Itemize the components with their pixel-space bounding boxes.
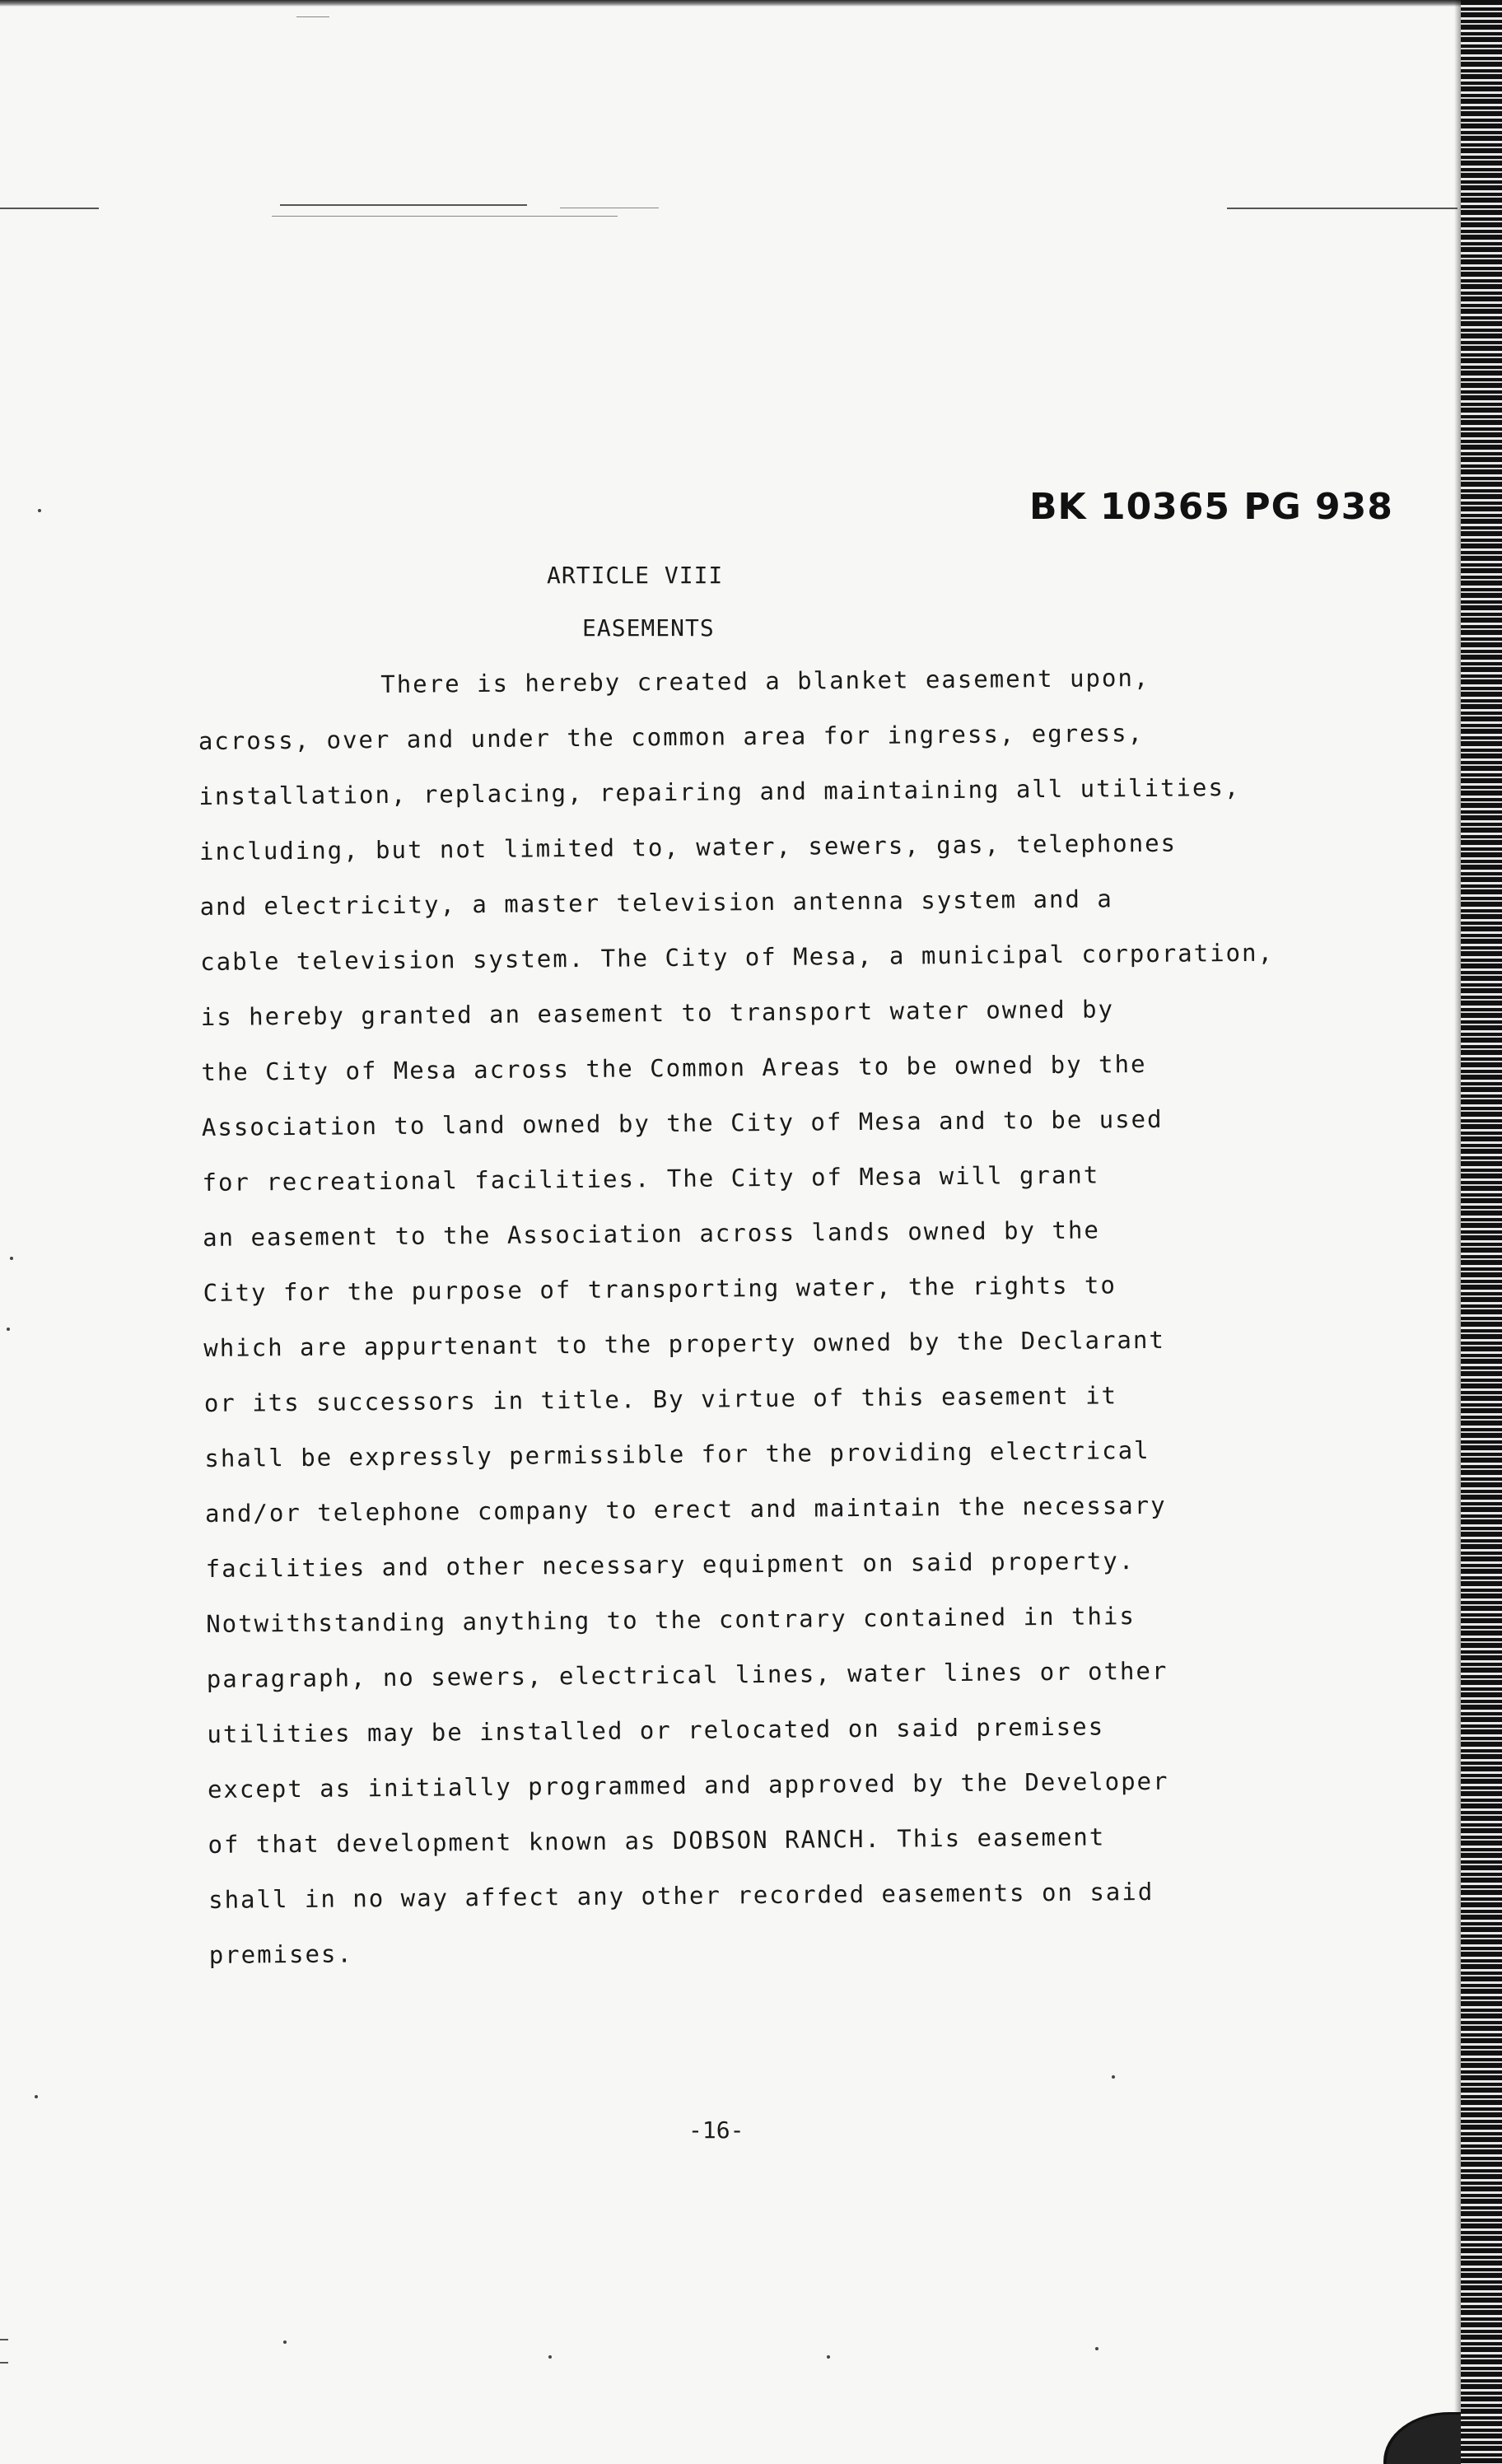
paragraph-line: installation, replacing, repairing and maintaining all utilities, [198, 772, 1241, 810]
paragraph-line: except as initially programmed and approved by the Developer [207, 1766, 1169, 1804]
paragraph-line: of that development known as DOBSON RANCH. This easement [208, 1822, 1106, 1859]
paragraph-line: across, over and under the common area for ingress, egress, [198, 718, 1145, 755]
paragraph-line: utilities may be installed or relocated on said premises [207, 1712, 1105, 1748]
paragraph-line: or its successors in title. By virtue of this easement it [203, 1381, 1118, 1417]
paragraph-line: Association to land owned by the City of Mesa and to be used [201, 1104, 1164, 1141]
scan-top-edge [0, 0, 1502, 7]
paragraph-line: premises. [208, 1939, 354, 1969]
paragraph-line: cable television system. The City of Mesa, a municipal corporation, [200, 938, 1275, 976]
scan-speck [548, 2355, 552, 2359]
scan-rule [1227, 208, 1458, 209]
article-title: ARTICLE VIII [547, 562, 724, 589]
scan-rule [272, 216, 618, 217]
scan-speck [1095, 2347, 1099, 2350]
paragraph-line: facilities and other necessary equipment on said property. [205, 1547, 1136, 1583]
paragraph-line: for recreational facilities. The City of Mesa will grant [202, 1160, 1100, 1197]
paragraph-line: shall in no way affect any other recorded easements on said [208, 1877, 1154, 1914]
paragraph-line: which are appurtenant to the property owned by the Declarant [203, 1325, 1165, 1362]
easement-paragraph [198, 649, 1362, 1983]
paragraph-line: and/or telephone company to erect and maintain the necessary [204, 1491, 1167, 1528]
paragraph-line: shall be expressly permissible for the providing electrical [204, 1435, 1150, 1472]
scan-rule [296, 16, 329, 17]
paragraph-line: Notwithstanding anything to the contrary contained in this [206, 1602, 1136, 1638]
scan-speck [10, 1257, 13, 1260]
paragraph-line: and electricity, a master television antenna system and a [199, 884, 1113, 921]
paragraph-line: an easement to the Association across lands owned by the [202, 1216, 1100, 1252]
page-number: -16- [688, 2116, 744, 2144]
scan-rule [0, 2362, 8, 2364]
scan-speck [7, 1328, 10, 1331]
paragraph-line: paragraph, no sewers, electrical lines, water lines or other [206, 1656, 1168, 1693]
paragraph-line: There is hereby created a blanket easement upon, [380, 663, 1150, 699]
scan-speck [35, 2095, 38, 2098]
scan-rule [0, 2339, 8, 2340]
scan-speck [283, 2340, 287, 2344]
scan-rule [0, 208, 99, 209]
scan-rule [280, 204, 527, 206]
section-title: EASEMENTS [582, 614, 715, 642]
paragraph-line: including, but not limited to, water, sewers, gas, telephones [198, 828, 1178, 866]
paragraph-line: City for the purpose of transporting water, the rights to [203, 1271, 1117, 1307]
scan-speck [38, 509, 41, 512]
paragraph-line: is hereby granted an easement to transport water owned by [200, 995, 1115, 1031]
paragraph-line: the City of Mesa across the Common Areas to be owned by the [201, 1049, 1147, 1086]
scan-corner-curl [1383, 2412, 1461, 2464]
scan-binding-edge [1461, 0, 1502, 2464]
scan-speck [1112, 2075, 1115, 2079]
book-page-reference: BK 10365 PG 938 [1029, 486, 1393, 528]
scan-speck [827, 2355, 830, 2359]
